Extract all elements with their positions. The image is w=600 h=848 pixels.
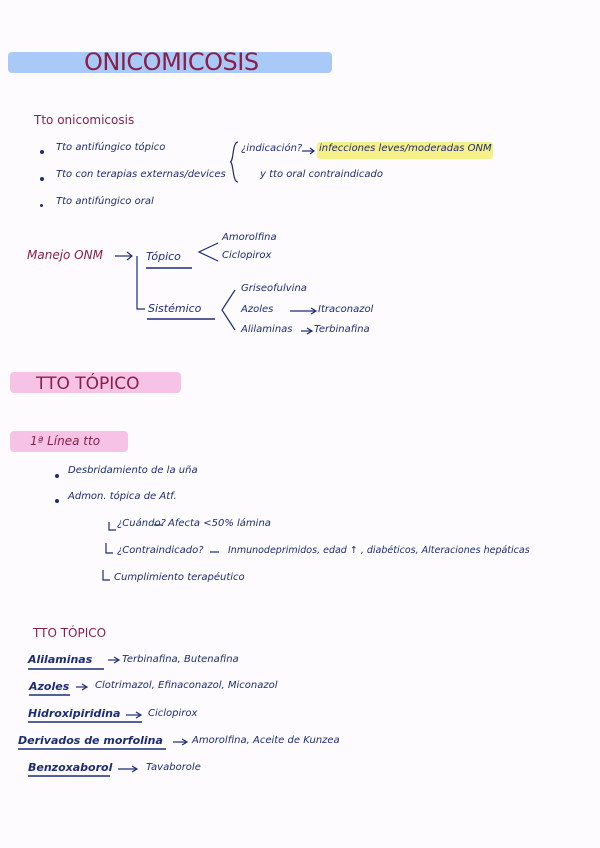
cuando-answer: Afecta <50% lámina bbox=[168, 518, 271, 529]
class-alilaminas: Alilaminas bbox=[28, 653, 93, 666]
contra-question: ¿Contraindicado? bbox=[117, 545, 204, 556]
azoles-drug: Itraconazol bbox=[318, 304, 374, 315]
bullet-dot bbox=[55, 474, 59, 478]
bullet-dot bbox=[40, 204, 43, 207]
sistemico-label: Sistémico bbox=[148, 302, 202, 315]
sistemico-item-3: Alilaminas bbox=[241, 324, 293, 335]
first-line-label: 1ª Línea tto bbox=[30, 434, 101, 448]
cuando-question: ¿Cuándo? bbox=[117, 518, 166, 529]
indication-answer: infecciones leves/moderadas ONM bbox=[319, 143, 492, 154]
section2-heading: TTO TÓPICO bbox=[36, 374, 140, 394]
section1-bullet-2: Tto con terapias externas/devices bbox=[56, 169, 226, 180]
oral-note: y tto oral contraindicado bbox=[260, 169, 383, 180]
sistemico-item-2: Azoles bbox=[241, 304, 274, 315]
drugs-hidroxipiridina: Ciclopirox bbox=[148, 708, 198, 719]
sistemico-item-1: Griseofulvina bbox=[241, 283, 307, 294]
topico-item-1: Amorolfina bbox=[222, 232, 277, 243]
section2-bullet-1: Desbridamiento de la uña bbox=[68, 465, 198, 476]
bullet-dot bbox=[40, 150, 44, 154]
topico-item-2: Ciclopirox bbox=[222, 250, 272, 261]
bullet-dot bbox=[40, 177, 44, 181]
section1-heading: Tto onicomicosis bbox=[34, 113, 135, 127]
class-azoles: Azoles bbox=[29, 680, 70, 693]
drugs-benzoxaborol: Tavaborole bbox=[146, 762, 201, 773]
alilaminas-drug: Terbinafina bbox=[314, 324, 370, 335]
drugs-azoles: Clotrimazol, Efinaconazol, Miconazol bbox=[95, 680, 278, 691]
topico-label: Tópico bbox=[146, 250, 181, 263]
drugs-alilaminas: Terbinafina, Butenafina bbox=[122, 654, 239, 665]
class-hidroxipiridina: Hidroxipiridina bbox=[28, 707, 121, 720]
section2-bullet-2: Admon. tópica de Atf. bbox=[68, 491, 177, 502]
section3-heading: TTO TÓPICO bbox=[33, 626, 107, 640]
class-benzoxaborol: Benzoxaborol bbox=[28, 761, 113, 774]
cumplimiento: Cumplimiento terapéutico bbox=[114, 572, 245, 583]
manejo-label: Manejo ONM bbox=[27, 248, 103, 262]
section1-bullet-1: Tto antifúngico tópico bbox=[56, 142, 166, 153]
section1-bullet-3: Tto antifúngico oral bbox=[56, 196, 154, 207]
bullet-dot bbox=[55, 499, 59, 503]
indication-question: ¿indicación? bbox=[241, 143, 303, 154]
contra-answer: Inmunodeprimidos, edad ↑ , diabéticos, Alteraciones hepáticas bbox=[228, 545, 530, 556]
class-morfolina: Derivados de morfolina bbox=[18, 734, 163, 747]
page-title: ONICOMICOSIS bbox=[84, 48, 259, 76]
drugs-morfolina: Amorolfina, Aceite de Kunzea bbox=[192, 735, 340, 746]
